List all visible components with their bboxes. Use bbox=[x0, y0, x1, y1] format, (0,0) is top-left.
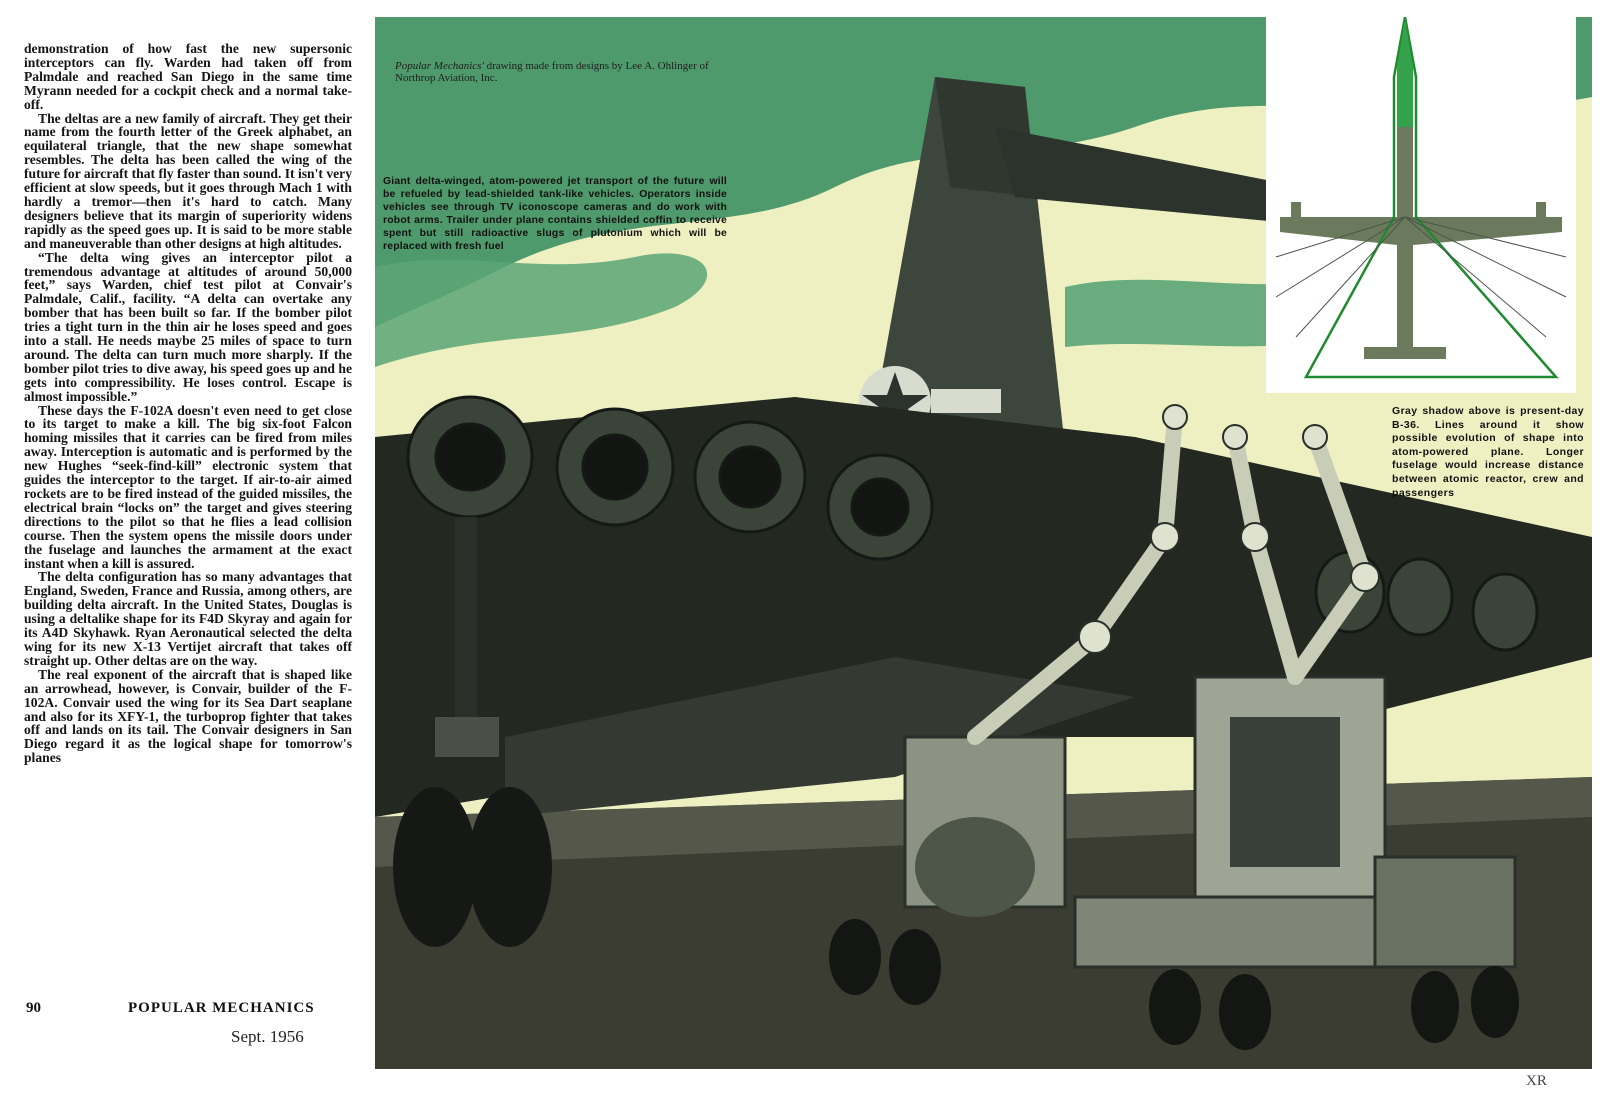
credit-lead: Popular Mechanics' bbox=[395, 60, 484, 72]
watermark: XR bbox=[1526, 1073, 1547, 1089]
article-text-column bbox=[24, 42, 352, 765]
article-paragraph: demonstration of how fast the new supersonic interceptors can fly. Warden had taken off from Palmdale and reached San Diego in the same time Myrann needed for a cockpit check and a normal take-off. bbox=[24, 41, 352, 112]
article-paragraph: The delta configuration has so many advantages that England, Sweden, France and Russia, among others, are building delta aircraft. In the United States, Douglas is using a deltalike shape for its F4D Skyray and again for its A4D Skyhawk. Ryan Aeronautical selected the delta wing for its new X-13 Vertijet aircraft that takes off straight up. Other deltas are on the way. bbox=[24, 569, 352, 668]
aircraft-illustration bbox=[375, 17, 1592, 1069]
magazine-name: POPULAR MECHANICS bbox=[128, 1000, 315, 1016]
inset-caption: Gray shadow above is present-day B-36. Lines around it show possible evolution of shape into atom-powered plane. Longer fuselage would increase distance between atomic reactor, crew and passengers bbox=[1392, 405, 1584, 499]
illustration-caption: Giant delta-winged, atom-powered jet transport of the future will be refueled by lead-shielded tank-like vehicles. Operators inside vehicles see through TV iconoscope cameras and do work with robot arms. Trailer under plane contains shielded coffin to receive spent but still radioactive slugs of plutonium which will be replaced with fresh fuel bbox=[383, 176, 727, 253]
credit-rest: drawing made from designs by Lee A. Ohlinger of Northrop Aviation, Inc. bbox=[395, 60, 709, 84]
b36-evolution-inset bbox=[1266, 17, 1576, 393]
article-paragraph: “The delta wing gives an interceptor pilot a tremendous advantage at altitudes of around 50,000 feet,” says Warden, chief test pilot at Convair's Palmdale, Calif., facility. “A delta can overtake any bomber that has been built so far. If the bomber pilot tries a tight turn in the thin air he loses speed and goes into a stall. He needs maybe 25 miles of space to turn around. The delta can turn much more sharply. If the bomber pilot tries to dive away, his speed goes up and he gets into compressibility. He loses control. Escape is almost impossible.” bbox=[24, 249, 352, 404]
b36-evolution-diagram bbox=[1266, 17, 1576, 393]
article-paragraph: These days the F-102A doesn't even need to get close to its target to make a kill. The big six-foot Falcon homing missiles that it carries can be fired from miles away. Interception is automatic and is performed by the new Hughes “seek-find-kill” electronic system that guides the interceptor to the target. If air-to-air aimed rockets are to be fired instead of the guided missiles, the electrical brain “locks on” the target and gives steering directions to the pilot so that he flies a lead collision course. Then the system opens the missile doors under the fuselage and launches the armament at the exact instant when a kill is assured. bbox=[24, 402, 352, 571]
article-paragraph: The real exponent of the aircraft that is shaped like an arrowhead, however, is Convair, builder of the F-102A. Convair used the wing for its Sea Dart seaplane and also for its XFY-1, the turboprop fighter that takes off and lands on its tail. The Convair designers in San Diego regard it as the logical shape for tomorrow's planes bbox=[24, 666, 352, 766]
article-paragraph: The deltas are a new family of aircraft. They get their name from the fourth letter of the Greek alphabet, an equilateral triangle, that the new shape somewhat resembles. The delta has been called the wing of the future for aircraft that fly faster than sound. It isn't very efficient at slow speeds, but it goes through Mach 1 with hardly a tremor—then it's hard to catch. Many designers believe that its margin of superiority widens rapidly as the speed goes up. It is said to be more stable and maneuverable than other designs at high altitudes. bbox=[24, 110, 352, 251]
issue-date: Sept. 1956 bbox=[231, 1027, 304, 1046]
landing-gear-strut bbox=[455, 517, 477, 717]
illustration-credit bbox=[395, 60, 715, 84]
page-number: 90 bbox=[26, 1000, 41, 1016]
